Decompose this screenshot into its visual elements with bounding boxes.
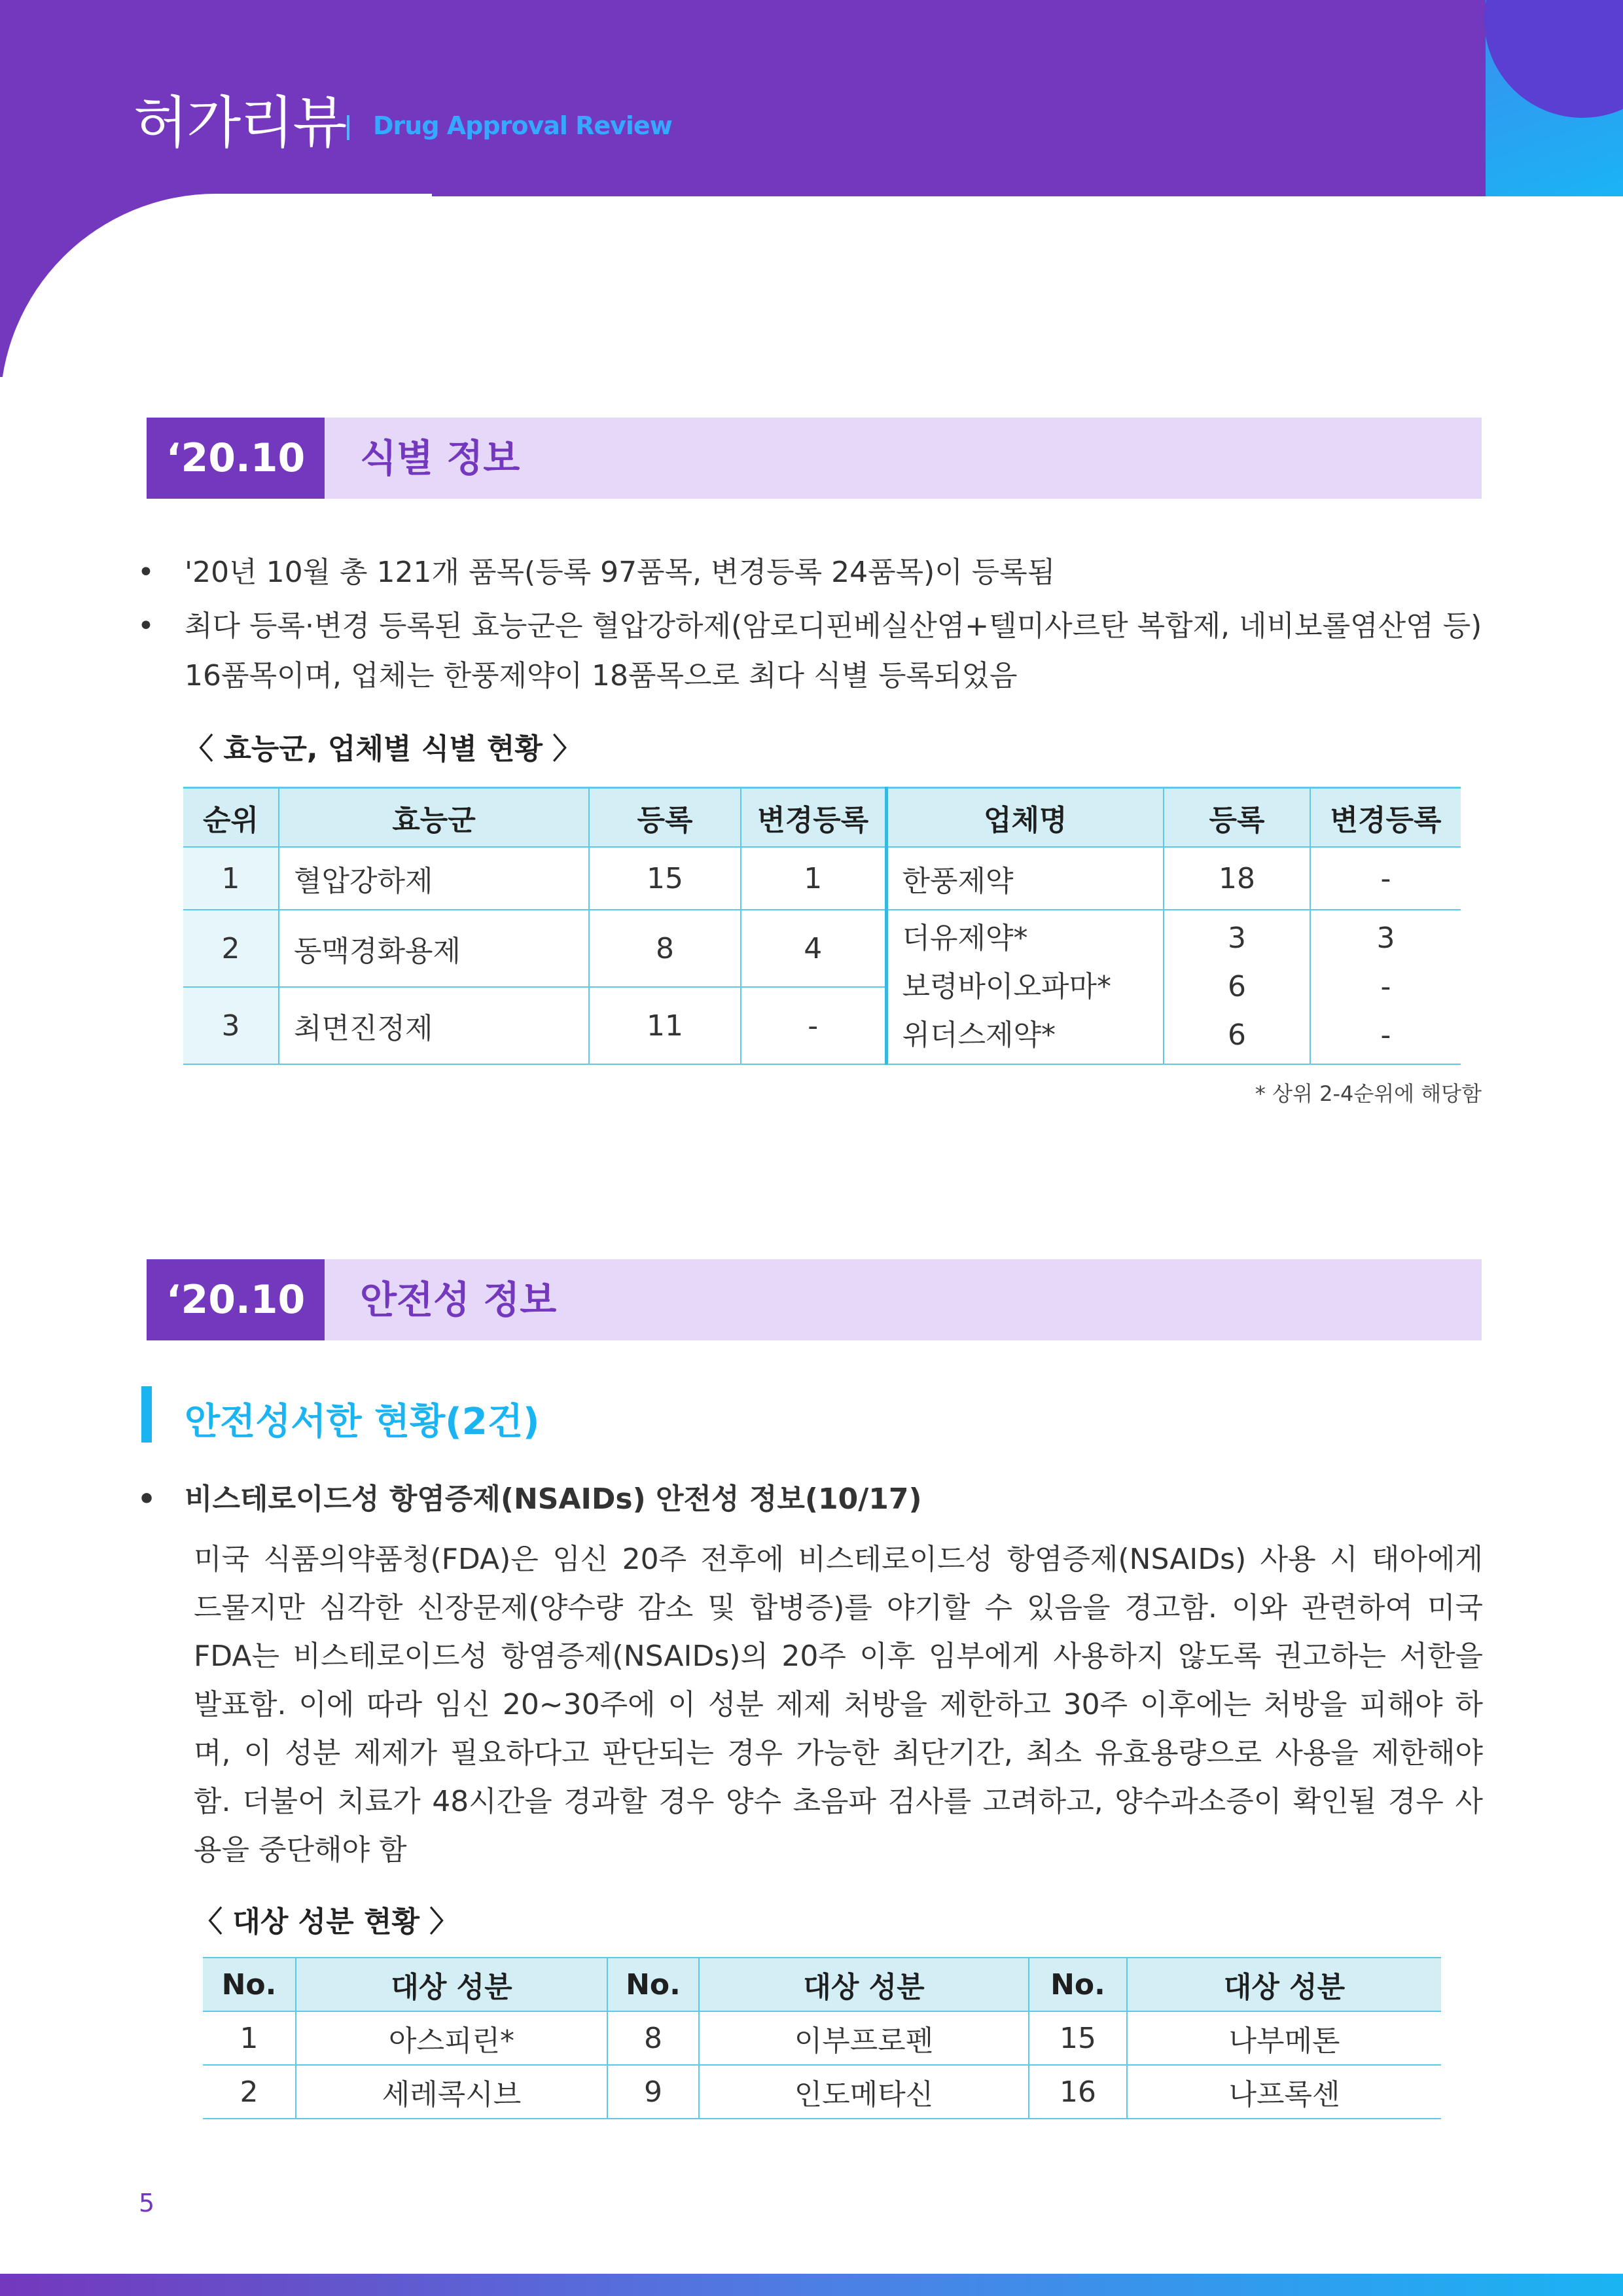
company-reg: 6 xyxy=(1228,1018,1246,1052)
subheading-marker xyxy=(141,1386,152,1443)
table-row xyxy=(203,2065,1441,2119)
rank-cell: 1 xyxy=(183,847,279,910)
section-date: ‘20.10 xyxy=(147,418,325,499)
group-cell: 최면진정제 xyxy=(279,987,589,1064)
company-change-multi-cell xyxy=(1310,910,1461,1064)
col-header-no: No. xyxy=(607,1958,699,2011)
paragraph-line: 함. 더불어 치료가 48시간을 경과할 경우 양수 초음파 검사를 고려하고, 양수과소증이 확인될 경우 사 xyxy=(194,1785,1483,1818)
bullet-dot: • xyxy=(137,609,154,643)
company-change: - xyxy=(1380,970,1391,1003)
change-cell: - xyxy=(741,987,886,1064)
ingredient-table xyxy=(203,1957,1441,2119)
bullet-dot: • xyxy=(137,1482,156,1516)
table-footnote: * 상위 2-4순위에 해당함 xyxy=(1255,1081,1482,1106)
col-header-change: 변경등록 xyxy=(741,788,886,848)
no-cell: 1 xyxy=(203,2011,296,2065)
company-change: 3 xyxy=(1376,922,1395,955)
header-separator xyxy=(347,115,349,140)
col-header-company-reg: 등록 xyxy=(1164,788,1310,848)
col-header-ingredient: 대상 성분 xyxy=(699,1958,1029,2011)
group-cell: 동맥경화용제 xyxy=(279,910,589,987)
company-change-cell: - xyxy=(1310,847,1461,910)
col-header-ingredient: 대상 성분 xyxy=(296,1958,607,2011)
page-number: 5 xyxy=(139,2189,155,2217)
section-date: ‘20.10 xyxy=(147,1259,325,1340)
ingredient-cell: 세레콕시브 xyxy=(296,2065,607,2119)
identification-table xyxy=(183,787,1461,1065)
reg-cell: 11 xyxy=(589,987,741,1064)
paragraph-line: 드물지만 심각한 신장문제(양수량 감소 및 합병증)를 야기할 수 있음을 경고함. 이와 관련하여 미국 xyxy=(194,1591,1483,1624)
no-cell: 9 xyxy=(607,2065,699,2119)
company-reg-cell: 18 xyxy=(1164,847,1310,910)
company-cell: 한풍제약 xyxy=(886,847,1164,910)
ingredient-cell: 아스피린* xyxy=(296,2011,607,2065)
section-title: 식별 정보 xyxy=(360,436,520,480)
bullet-item: • '20년 10월 총 121개 품목(등록 97품목, 변경등록 24품목)이 등록됨 xyxy=(137,556,1056,589)
table-row xyxy=(203,2011,1441,2065)
header-subtitle: Drug Approval Review xyxy=(373,111,672,140)
paragraph-line: 용을 중단해야 함 xyxy=(194,1833,407,1867)
col-header-company-change: 변경등록 xyxy=(1310,788,1461,848)
col-header-reg: 등록 xyxy=(589,788,741,848)
change-cell: 1 xyxy=(741,847,886,910)
company-change: - xyxy=(1380,1018,1391,1052)
table-row xyxy=(183,910,1461,987)
bullet-continuation: 16품목이며, 업체는 한풍제약이 18품목으로 최다 식별 등록되었음 xyxy=(185,659,1018,692)
company-multi-cell xyxy=(886,910,1164,1064)
reg-cell: 15 xyxy=(589,847,741,910)
section-title: 안전성 정보 xyxy=(360,1278,557,1322)
table-header-row xyxy=(183,788,1461,848)
bullet-dot: • xyxy=(137,556,154,589)
ingredient-cell: 이부프로펜 xyxy=(699,2011,1029,2065)
paragraph-line: FDA는 비스테로이드성 항염증제(NSAIDs)의 20주 이후 임부에게 사용하지 않도록 권고하는 서한을 xyxy=(194,1640,1483,1673)
table-header-row xyxy=(203,1958,1441,2011)
rank-cell: 3 xyxy=(183,987,279,1064)
paragraph-line: 며, 이 성분 제제가 필요하다고 판단되는 경우 가능한 최단기간, 최소 유효용량으로 사용을 제한해야 xyxy=(194,1736,1483,1770)
no-cell: 16 xyxy=(1029,2065,1127,2119)
ingredient-cell: 나부메톤 xyxy=(1127,2011,1441,2065)
paragraph-line: 발표함. 이에 따라 임신 20~30주에 이 성분 제제 처방을 제한하고 30주 이후에는 처방을 피해야 하 xyxy=(194,1688,1483,1721)
company-name: 더유제약* xyxy=(902,922,1028,955)
paragraph-line: 미국 식품의약품청(FDA)은 임신 20주 전후에 비스테로이드성 항염증제(NSAIDs) 사용 시 태아에게 xyxy=(194,1543,1483,1576)
col-header-no: No. xyxy=(1029,1958,1127,2011)
reg-cell: 8 xyxy=(589,910,741,987)
subheading-text: 안전성서한 현황(2건) xyxy=(185,1401,540,1443)
ingredient-cell: 나프록센 xyxy=(1127,2065,1441,2119)
header-title: 허가리뷰 xyxy=(134,90,346,156)
section-bar-safety xyxy=(147,1259,1482,1340)
rank-cell: 2 xyxy=(183,910,279,987)
company-name: 위더스제약* xyxy=(902,1018,1056,1052)
company-reg-multi-cell xyxy=(1164,910,1310,1064)
no-cell: 2 xyxy=(203,2065,296,2119)
group-cell: 혈압강하제 xyxy=(279,847,589,910)
col-header-company: 업체명 xyxy=(886,788,1164,848)
table-caption: 〈 효능군, 업체별 식별 현황 〉 xyxy=(185,732,582,766)
table-row xyxy=(183,847,1461,910)
col-header-no: No. xyxy=(203,1958,296,2011)
col-header-group: 효능군 xyxy=(279,788,589,848)
bullet-item: • 최다 등록·변경 등록된 효능군은 혈압강하제(암로디핀베실산염+텔미사르탄 복합제, 네비보롤염산염 등) xyxy=(137,609,1482,643)
change-cell: 4 xyxy=(741,910,886,987)
bullet-item: • 비스테로이드성 항염증제(NSAIDs) 안전성 정보(10/17) xyxy=(137,1482,922,1516)
col-header-rank: 순위 xyxy=(183,788,279,848)
company-reg: 3 xyxy=(1228,922,1246,955)
company-name: 보령바이오파마* xyxy=(902,970,1112,1003)
no-cell: 15 xyxy=(1029,2011,1127,2065)
footer-bar xyxy=(0,2274,1623,2296)
ingredient-cell: 인도메타신 xyxy=(699,2065,1029,2119)
no-cell: 8 xyxy=(607,2011,699,2065)
col-header-ingredient: 대상 성분 xyxy=(1127,1958,1441,2011)
table-caption: 〈 대상 성분 현황 〉 xyxy=(194,1905,459,1939)
company-reg: 6 xyxy=(1228,970,1246,1003)
section-bar-identification xyxy=(147,418,1482,499)
